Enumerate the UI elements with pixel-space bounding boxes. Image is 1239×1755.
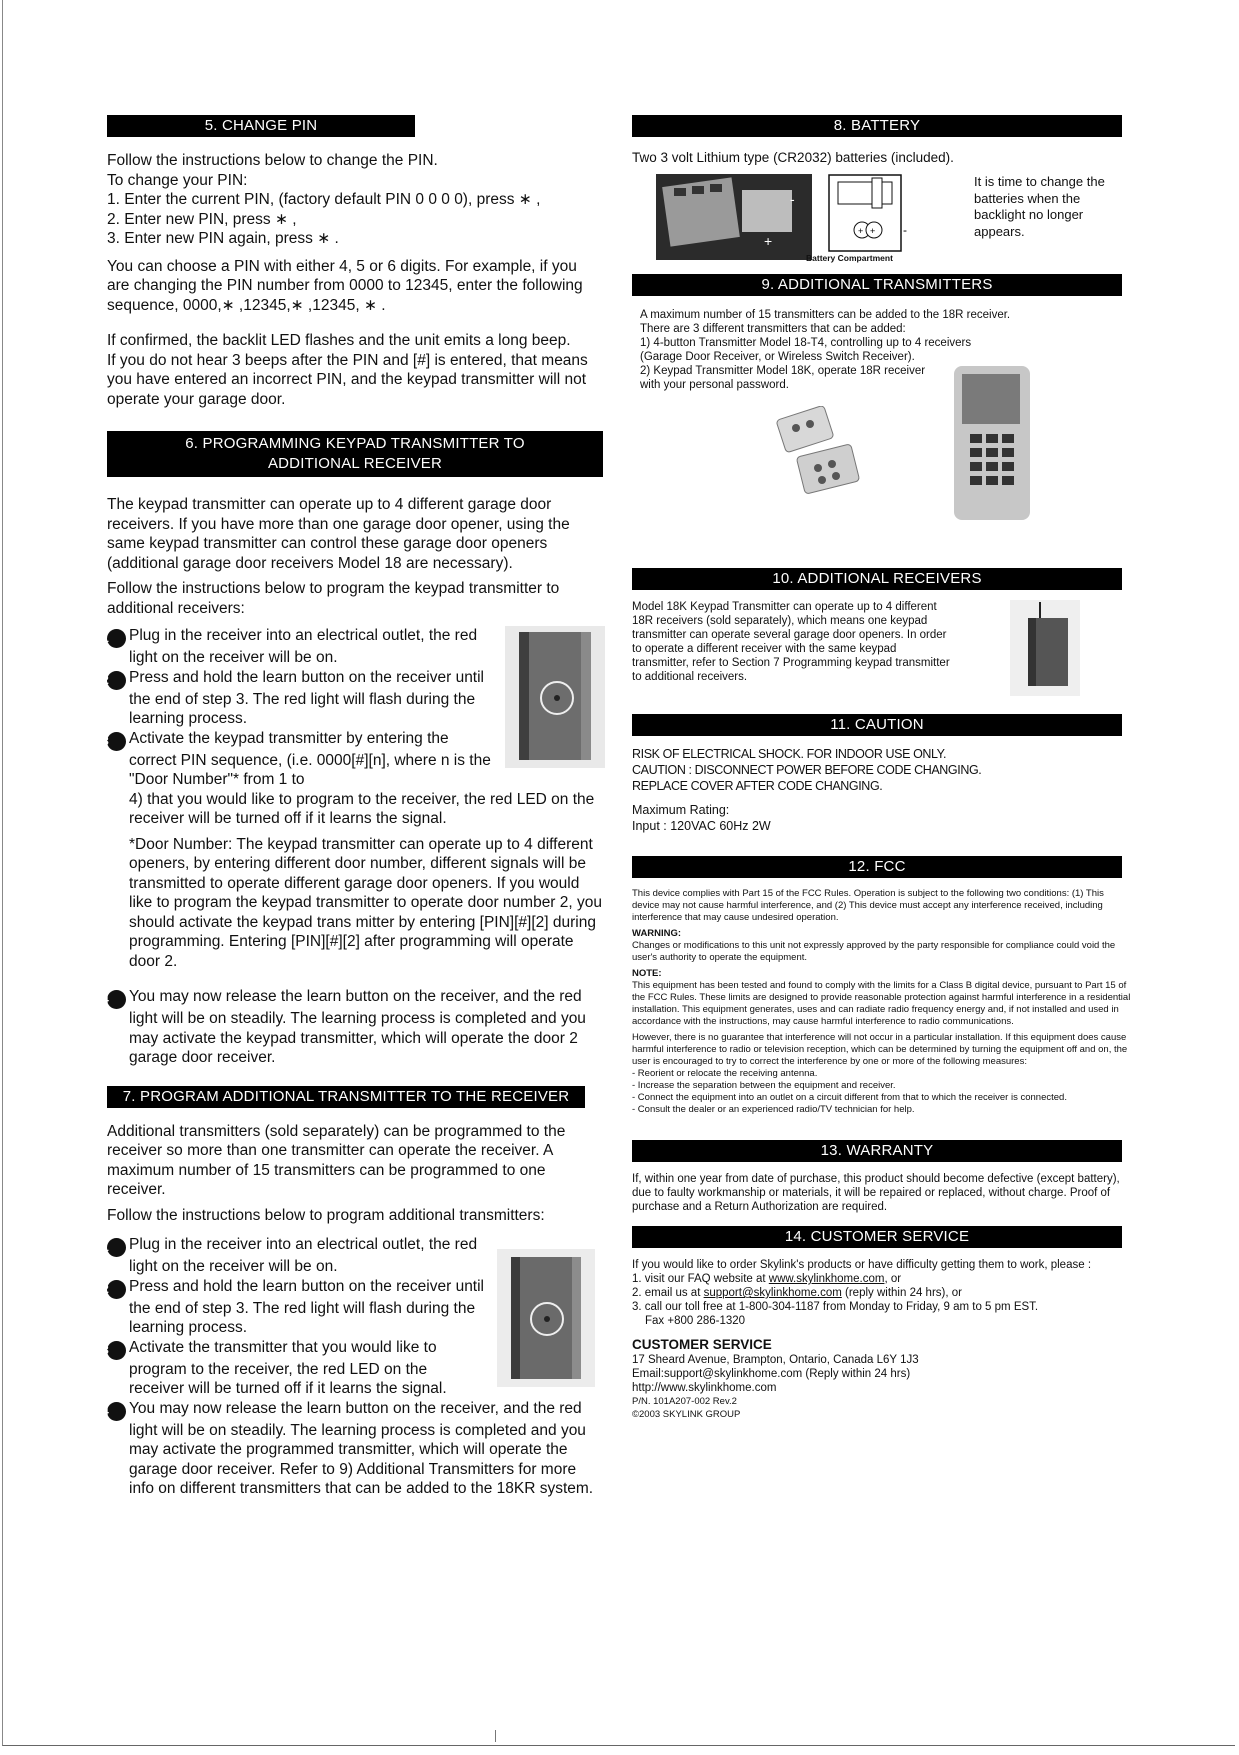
s14-address: 17 Sheard Avenue, Brampton, Ontario, Canada L6Y 1J3 — [632, 1354, 919, 1366]
s12-p2: Changes or modifications to this unit not expressly approved by the party responsible for compliance could void the user's authority to operate the equipment. — [632, 940, 1116, 963]
s14-intro: If you would like to order Skylink's products or have difficulty getting them to work, please : — [632, 1259, 1092, 1271]
s6-para1: The keypad transmitter can operate up to 4 different garage door receivers. If you have more than one garage door opener, using the same keypad transmitter can control these garage door openers (additional garage door receivers Model 18 are necessary). — [107, 496, 570, 572]
svg-text:+: + — [870, 226, 876, 236]
s9-line4: (Garage Door Receiver, or Wireless Switch Receiver). — [640, 351, 915, 363]
step-2-icon: 2 — [107, 671, 126, 690]
s14-fax: Fax +800 286-1320 — [645, 1315, 746, 1327]
s11-line2: CAUTION : DISCONNECT POWER BEFORE CODE CHANGING. — [632, 763, 982, 777]
step-3-icon: 3 — [107, 732, 126, 751]
s6-title-line2: ADDITIONAL RECEIVER — [267, 455, 443, 472]
s11-line3: REPLACE COVER AFTER CODE CHANGING. — [632, 779, 883, 793]
s7-step1: 1 Plug in the receiver into an electrical outlet, the red light on the receiver will be on. — [102, 1236, 478, 1275]
step-3-icon: 3 — [107, 1341, 126, 1360]
s5-step1: 1. Enter the current PIN, (factory default PIN 0 0 0 0), press ∗ , — [107, 191, 541, 208]
s14-item2: 2. email us at support@skylinkhome.com (reply within 24 hrs), or — [632, 1287, 962, 1299]
s6-step1: 1 Plug in the receiver into an electrical outlet, the red light on the receiver will be on. — [102, 627, 478, 666]
svg-text:-: - — [903, 223, 907, 237]
keypad-transmitter-photo — [952, 364, 1032, 522]
step-1-icon: 1 — [107, 629, 126, 648]
receiver-photo — [505, 626, 605, 768]
s5-step3: 3. Enter new PIN again, press ∗ . — [107, 230, 339, 247]
s11-line5: Input : 120VAC 60Hz 2W — [632, 819, 771, 833]
s9-line2: There are 3 different transmitters that can be added: — [640, 323, 906, 335]
s6-step3-cont: 4) that you would like to program to the receiver, the red LED on the receiver will be turned off if it learns the signal. — [129, 790, 595, 827]
left-column — [102, 115, 603, 1499]
s12-p3: This equipment has been tested and found to comply with the limits for a Class B digital device, pursuant to Part 15 of the FCC Rules. These limits are designed to provide reasonable protection against harmful interference in a residential installation. This equipment generates, uses and can radiate radio frequency energy and, if not installed and used in accordance with the instructions, may cause harmful interference to radio communications. — [632, 980, 1131, 1027]
section-6-title — [107, 431, 603, 477]
battery-compartment-diagram — [828, 174, 914, 252]
s9-line5: 2) Keypad Transmitter Model 18K, operate 18R receiver — [640, 365, 926, 377]
s11-line1: RISK OF ELECTRICAL SHOCK. FOR INDOOR USE ONLY. — [632, 747, 947, 761]
section-10-title: 10. ADDITIONAL RECEIVERS — [632, 568, 1122, 590]
section-11-title: 11. CAUTION — [632, 714, 1122, 736]
faq-website-link[interactable]: www.skylinkhome.com — [768, 1273, 885, 1285]
receiver-photo-2 — [497, 1249, 595, 1387]
svg-text:+: + — [764, 233, 773, 249]
s5-intro2: To change your PIN: — [107, 171, 248, 189]
s5-para2: If confirmed, the backlit LED flashes and the unit emits a long beep. — [107, 332, 571, 349]
battery-photo — [656, 174, 812, 260]
s7-step2: 2 Press and hold the learn button on the receiver until the end of step 3. The red light will flash during the learning process. — [102, 1277, 485, 1336]
s10-para: Model 18K Keypad Transmitter can operate up to 4 different 18R receivers (sold separately), which means one keypad transmitter can operate several garage door openers. In order to operate a different receiver with the same keypad transmitter, refer to Section 7 Programming keypad transmitter to additional receivers. — [632, 601, 950, 683]
step-1-icon: 1 — [107, 1238, 126, 1257]
s12-warning-label: WARNING: — [632, 928, 682, 939]
section-5-title: 5. CHANGE PIN — [107, 115, 415, 137]
section-7-title: 7. PROGRAM ADDITIONAL TRANSMITTER TO THE RECEIVER — [107, 1086, 585, 1108]
s7-step3: 3 Activate the transmitter that you would like to program to the receiver, the red LED on the receiver will be turned off if it learns the signal. — [102, 1338, 447, 1397]
s5-para1: You can choose a PIN with either 4, 5 or 6 digits. For example, if you are changing the PIN number from 0000 to 12345, enter the following sequence, 0000,∗ ,12345,∗ ,12345, ∗ . — [107, 257, 583, 314]
support-email-link[interactable]: support@skylinkhome.com — [703, 1287, 842, 1299]
s8-para: Two 3 volt Lithium type (CR2032) batteries (included). — [632, 150, 954, 165]
section-14-title: 14. CUSTOMER SERVICE — [632, 1226, 1122, 1248]
s7-para1: Additional transmitters (sold separately) can be programmed to the receiver so more than one transmitter can operate the receiver. A maximum number of 15 transmitters can be programmed to one receiver. — [107, 1122, 566, 1198]
s14-copyright: ©2003 SKYLINK GROUP — [632, 1409, 741, 1420]
step-2-icon: 2 — [107, 1280, 126, 1299]
s5-para3: If you do not hear 3 beeps after the PIN and [#] is entered, that means you have entered an incorrect PIN, and the keypad transmitter will not operate your garage door. — [107, 351, 588, 408]
s5-intro1: Follow the instructions below to change the PIN. — [107, 152, 438, 169]
svg-text:+: + — [858, 226, 864, 236]
s7-step4: 4 You may now release the learn button on the receiver, and the red light will be on steadily. The learning process is completed and you may activate the programmed transmitter, which will operate the garage door receiver. Refer to 9) Additional Transmitters for more info on different transmitters that can be added to the 18KR system. — [102, 1399, 594, 1497]
step-4-icon: 4 — [107, 1402, 126, 1421]
s13-para: If, within one year from date of purchase, this product should become defective (except battery), due to faulty workmanship or materials, it will be repaired or replaced, without charge. Proof of purchase and a Return Authorization are required. — [632, 1173, 1120, 1213]
s6-title-line1: 6. PROGRAMMING KEYPAD TRANSMITTER TO — [185, 435, 525, 452]
s12-p1: This device complies with Part 15 of the FCC Rules. Operation is subject to the following two conditions: (1) This device may not cause harmful interference, and (2) This device must accept any interference received, including interference that may cause undesired operation. — [632, 888, 1104, 923]
s12-b2: - Increase the separation between the equipment and receiver. — [632, 1080, 896, 1091]
battery-caption: Battery Compartment — [806, 253, 893, 263]
s12-p4: However, there is no guarantee that interference will not occur in a particular installation. If this equipment does cause harmful interference to radio or television reception, which can be determined by turning the equipment off and on, the user is encouraged to try to correct the interference by one or more of the following measures: — [632, 1032, 1128, 1067]
section-9-title: 9. ADDITIONAL TRANSMITTERS — [632, 274, 1122, 296]
remote-transmitters-photo — [770, 406, 870, 496]
step-4-icon: 4 — [107, 990, 126, 1009]
s12-note-label: NOTE: — [632, 968, 662, 979]
right-column — [632, 115, 1132, 1421]
s6-para2: Follow the instructions below to program the keypad transmitter to additional receivers: — [107, 580, 560, 617]
s9-line1: A maximum number of 15 transmitters can be added to the 18R receiver. — [640, 309, 1011, 321]
s7-para2: Follow the instructions below to program additional transmitters: — [107, 1206, 545, 1224]
receiver-unit-photo — [1010, 600, 1080, 696]
s12-b3: - Connect the equipment into an outlet on a circuit different from that to which the receiver is connected. — [632, 1092, 1067, 1103]
s14-item1: 1. visit our FAQ website at www.skylinkhome.com, or — [632, 1273, 902, 1285]
s12-b4: - Consult the dealer or an experienced radio/TV technician for help. — [632, 1104, 915, 1115]
fold-mark — [495, 1730, 496, 1742]
s6-step4: 4 You may now release the learn button on the receiver, and the red light will be on steadily. The learning process is completed and you may activate the keypad transmitter, which will operate the door 2 garage door receiver. — [102, 988, 586, 1066]
s9-line6: with your personal password. — [640, 379, 789, 391]
s14-heading: CUSTOMER SERVICE — [632, 1337, 772, 1352]
s14-part-number: P/N. 101A207-002 Rev.2 — [632, 1396, 737, 1407]
s6-step3: 3 Activate the keypad transmitter by entering the correct PIN sequence, (i.e. 0000[#][n], where n is the "Door Number"* from 1 to — [102, 729, 491, 788]
svg-text:-: - — [790, 191, 795, 207]
s8-side-text: It is time to change the batteries when the backlight no longer appears. — [974, 174, 1105, 239]
section-12-title: 12. FCC — [632, 856, 1122, 878]
s5-step2: 2. Enter new PIN, press ∗ , — [107, 210, 297, 228]
s14-email: Email:support@skylinkhome.com (Reply within 24 hrs) — [632, 1368, 911, 1380]
s12-b1: - Reorient or relocate the receiving antenna. — [632, 1068, 818, 1079]
s14-web: http://www.skylinkhome.com — [632, 1382, 777, 1394]
s6-door-note: *Door Number: The keypad transmitter can operate up to 4 different openers, by entering different door number, different signals will be transmitted to operate different garage door openers. If you would like to program the keypad transmitter to operate door number 2, you should activate the keypad trans mitter by entering [PIN][#][2] during programming. Entering [PIN][#][2] after programming will operate door 2. — [129, 835, 602, 970]
s9-line3: 1) 4-button Transmitter Model 18-T4, controlling up to 4 receivers — [640, 337, 972, 349]
s11-line4: Maximum Rating: — [632, 803, 730, 817]
section-13-title: 13. WARRANTY — [632, 1140, 1122, 1162]
s6-step2: 2 Press and hold the learn button on the receiver until the end of step 3. The red light will flash during the learning process. — [102, 668, 485, 727]
section-8-title: 8. BATTERY — [632, 115, 1122, 137]
s14-item3: 3. call our toll free at 1-800-304-1187 from Monday to Friday, 9 am to 5 pm EST. — [632, 1301, 1039, 1313]
